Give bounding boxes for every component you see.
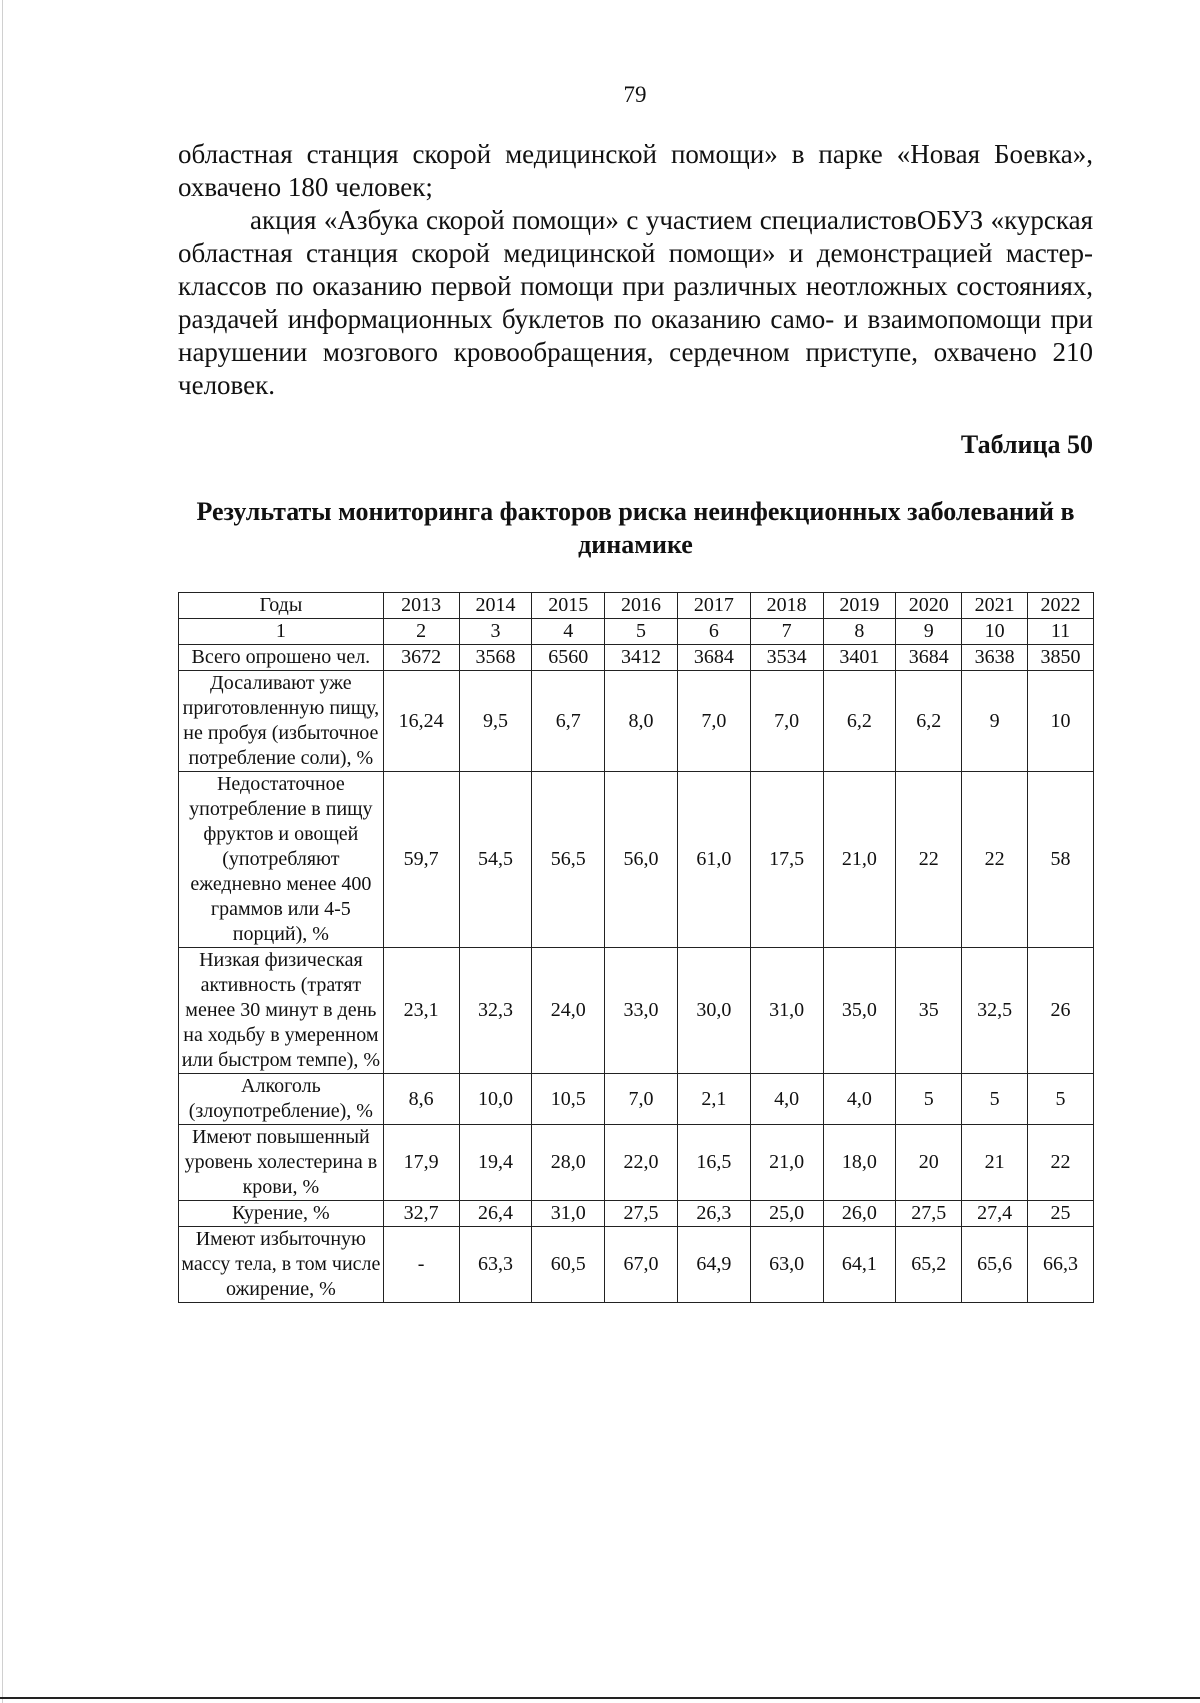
value-cell: 4,0 bbox=[750, 1074, 823, 1125]
value-cell: 56,5 bbox=[532, 772, 605, 948]
year-header-cell: 2017 bbox=[677, 593, 750, 619]
year-header-cell: 2014 bbox=[459, 593, 532, 619]
value-cell: 35,0 bbox=[823, 948, 896, 1074]
value-cell: 66,3 bbox=[1028, 1227, 1094, 1303]
value-cell: 5 bbox=[896, 1074, 962, 1125]
value-cell: 17,9 bbox=[383, 1125, 459, 1201]
value-cell: 7,0 bbox=[677, 671, 750, 772]
table-label: Таблица 50 bbox=[960, 430, 1093, 459]
body-text bbox=[178, 138, 1093, 402]
value-cell: 26,4 bbox=[459, 1201, 532, 1227]
value-cell: 56,0 bbox=[605, 772, 678, 948]
value-cell: 25 bbox=[1028, 1201, 1094, 1227]
value-cell: 3534 bbox=[750, 645, 823, 671]
value-cell: 59,7 bbox=[383, 772, 459, 948]
value-cell: 22 bbox=[896, 772, 962, 948]
value-cell: 3672 bbox=[383, 645, 459, 671]
column-number-cell: 9 bbox=[896, 619, 962, 645]
value-cell: 25,0 bbox=[750, 1201, 823, 1227]
page-number: 79 bbox=[623, 82, 647, 107]
table-row bbox=[179, 1074, 1094, 1125]
value-cell: 24,0 bbox=[532, 948, 605, 1074]
value-cell: 3568 bbox=[459, 645, 532, 671]
value-cell: 27,5 bbox=[896, 1201, 962, 1227]
value-cell: 10 bbox=[1028, 671, 1094, 772]
column-number-cell: 5 bbox=[605, 619, 678, 645]
value-cell: 17,5 bbox=[750, 772, 823, 948]
row-label-cell: Имеют повышенный уровень холестерина в крови, % bbox=[179, 1125, 384, 1201]
row-label-cell: Курение, % bbox=[179, 1201, 384, 1227]
value-cell: 5 bbox=[1028, 1074, 1094, 1125]
value-cell: 3638 bbox=[962, 645, 1028, 671]
value-cell: 20 bbox=[896, 1125, 962, 1201]
column-number-cell: 6 bbox=[677, 619, 750, 645]
value-cell: 65,2 bbox=[896, 1227, 962, 1303]
year-header-cell: 2022 bbox=[1028, 593, 1094, 619]
index-label-cell: 1 bbox=[179, 619, 384, 645]
year-header-cell: 2015 bbox=[532, 593, 605, 619]
paragraph-1: областная станция скорой медицинской помощи» в парке «Новая Боевка», охвачено 180 человек; bbox=[178, 139, 1093, 202]
table-row bbox=[179, 645, 1094, 671]
value-cell: 28,0 bbox=[532, 1125, 605, 1201]
year-header-cell: 2020 bbox=[896, 593, 962, 619]
row-label-cell: Имеют избыточную массу тела, в том числе ожирение, % bbox=[179, 1227, 384, 1303]
value-cell: 27,5 bbox=[605, 1201, 678, 1227]
row-label-cell: Низкая физическая активность (тратят менее 30 минут в день на ходьбу в умеренном или быстром темпе), % bbox=[179, 948, 384, 1074]
paragraph-2: акция «Азбука скорой помощи» с участием специалистовОБУЗ «курская областная станция скорой медицинской помощи» и демонстрацией мастер-классов по оказанию первой помощи при различных неотложных состояниях, раздачей информационных буклетов по оказанию само- и взаимопомощи при нарушении мозгового кровообращения, сердечном приступе, охвачено 210 человек. bbox=[178, 205, 1093, 400]
value-cell: 21,0 bbox=[823, 772, 896, 948]
column-number-cell: 8 bbox=[823, 619, 896, 645]
table-row bbox=[179, 1227, 1094, 1303]
value-cell: 63,3 bbox=[459, 1227, 532, 1303]
value-cell: 4,0 bbox=[823, 1074, 896, 1125]
value-cell: 16,5 bbox=[677, 1125, 750, 1201]
value-cell: 61,0 bbox=[677, 772, 750, 948]
value-cell: 21 bbox=[962, 1125, 1028, 1201]
value-cell: 26,3 bbox=[677, 1201, 750, 1227]
value-cell: 63,0 bbox=[750, 1227, 823, 1303]
year-header-cell: 2021 bbox=[962, 593, 1028, 619]
value-cell: 54,5 bbox=[459, 772, 532, 948]
value-cell: 6,2 bbox=[823, 671, 896, 772]
value-cell: 6,7 bbox=[532, 671, 605, 772]
value-cell: 3684 bbox=[677, 645, 750, 671]
table-title: Результаты мониторинга факторов риска неинфекционных заболеваний в динамике bbox=[196, 497, 1075, 559]
value-cell: 5 bbox=[962, 1074, 1028, 1125]
table-index-row bbox=[179, 619, 1094, 645]
year-header-cell: 2016 bbox=[605, 593, 678, 619]
value-cell: 10,0 bbox=[459, 1074, 532, 1125]
value-cell: 2,1 bbox=[677, 1074, 750, 1125]
value-cell: 58 bbox=[1028, 772, 1094, 948]
value-cell: 7,0 bbox=[750, 671, 823, 772]
year-header-cell: 2013 bbox=[383, 593, 459, 619]
value-cell: 6560 bbox=[532, 645, 605, 671]
risk-factors-table bbox=[178, 592, 1094, 1303]
value-cell: 7,0 bbox=[605, 1074, 678, 1125]
value-cell: 8,0 bbox=[605, 671, 678, 772]
value-cell: 3401 bbox=[823, 645, 896, 671]
column-number-cell: 3 bbox=[459, 619, 532, 645]
value-cell: 3684 bbox=[896, 645, 962, 671]
value-cell: 26,0 bbox=[823, 1201, 896, 1227]
row-label-cell: Досаливают уже приготовленную пищу, не пробуя (избыточное потребление соли), % bbox=[179, 671, 384, 772]
value-cell: 64,9 bbox=[677, 1227, 750, 1303]
table-row bbox=[179, 671, 1094, 772]
scan-edge-bottom bbox=[0, 1697, 1200, 1699]
row-label-cell: Всего опрошено чел. bbox=[179, 645, 384, 671]
column-number-cell: 10 bbox=[962, 619, 1028, 645]
value-cell: 6,2 bbox=[896, 671, 962, 772]
value-cell: 67,0 bbox=[605, 1227, 678, 1303]
value-cell: - bbox=[383, 1227, 459, 1303]
value-cell: 35 bbox=[896, 948, 962, 1074]
year-header-cell: 2018 bbox=[750, 593, 823, 619]
column-number-cell: 7 bbox=[750, 619, 823, 645]
value-cell: 22,0 bbox=[605, 1125, 678, 1201]
value-cell: 64,1 bbox=[823, 1227, 896, 1303]
value-cell: 22 bbox=[962, 772, 1028, 948]
table-row bbox=[179, 1201, 1094, 1227]
value-cell: 9 bbox=[962, 671, 1028, 772]
value-cell: 31,0 bbox=[750, 948, 823, 1074]
column-number-cell: 4 bbox=[532, 619, 605, 645]
value-cell: 32,5 bbox=[962, 948, 1028, 1074]
value-cell: 33,0 bbox=[605, 948, 678, 1074]
value-cell: 8,6 bbox=[383, 1074, 459, 1125]
value-cell: 10,5 bbox=[532, 1074, 605, 1125]
value-cell: 19,4 bbox=[459, 1125, 532, 1201]
column-number-cell: 2 bbox=[383, 619, 459, 645]
header-label-cell: Годы bbox=[179, 593, 384, 619]
value-cell: 31,0 bbox=[532, 1201, 605, 1227]
table-row bbox=[179, 948, 1094, 1074]
value-cell: 30,0 bbox=[677, 948, 750, 1074]
year-header-cell: 2019 bbox=[823, 593, 896, 619]
value-cell: 3412 bbox=[605, 645, 678, 671]
value-cell: 65,6 bbox=[962, 1227, 1028, 1303]
value-cell: 60,5 bbox=[532, 1227, 605, 1303]
value-cell: 23,1 bbox=[383, 948, 459, 1074]
value-cell: 32,3 bbox=[459, 948, 532, 1074]
value-cell: 3850 bbox=[1028, 645, 1094, 671]
value-cell: 21,0 bbox=[750, 1125, 823, 1201]
column-number-cell: 11 bbox=[1028, 619, 1094, 645]
value-cell: 32,7 bbox=[383, 1201, 459, 1227]
value-cell: 18,0 bbox=[823, 1125, 896, 1201]
value-cell: 22 bbox=[1028, 1125, 1094, 1201]
table-header-row bbox=[179, 593, 1094, 619]
row-label-cell: Алкоголь (злоупотребление), % bbox=[179, 1074, 384, 1125]
value-cell: 16,24 bbox=[383, 671, 459, 772]
value-cell: 27,4 bbox=[962, 1201, 1028, 1227]
value-cell: 26 bbox=[1028, 948, 1094, 1074]
table-row bbox=[179, 1125, 1094, 1201]
value-cell: 9,5 bbox=[459, 671, 532, 772]
table-row bbox=[179, 772, 1094, 948]
row-label-cell: Недостаточное употребление в пищу фруктов и овощей (употребляют ежедневно менее 400 граммов или 4-5 порций), % bbox=[179, 772, 384, 948]
scan-edge-left bbox=[2, 0, 3, 1703]
